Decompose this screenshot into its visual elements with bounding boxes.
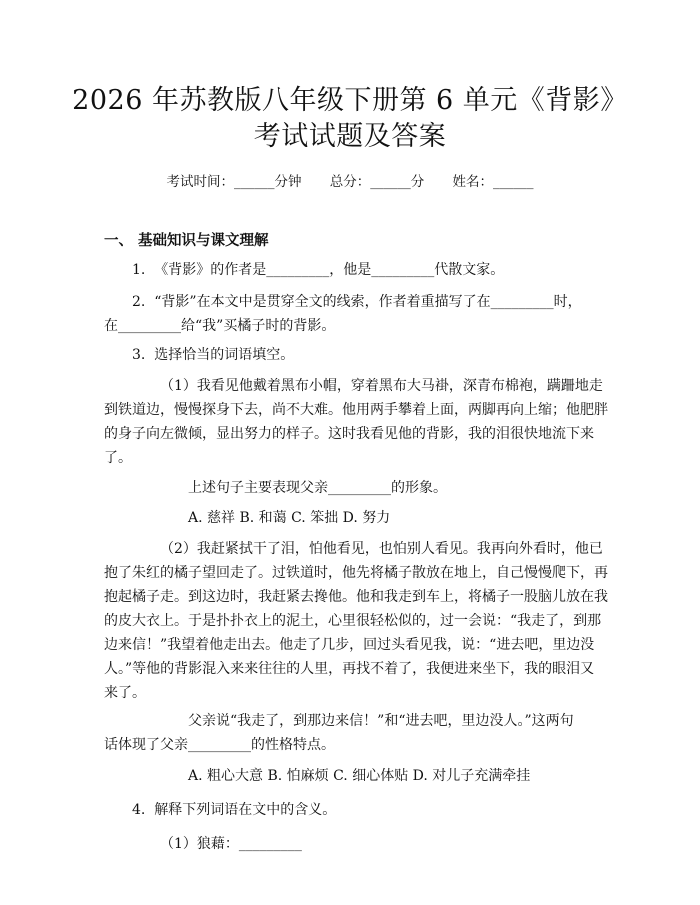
question-3b-options: A. 粗心大意 B. 怕麻烦 C. 细心体贴 D. 对儿子充满牵挂 <box>188 768 531 784</box>
passage-1-line-1: （1）我看见他戴着黑布小帽，穿着黑布大马褂，深青布棉袍，蹒跚地走 <box>160 378 603 394</box>
passage-1-line-2: 到铁道边，慢慢探身下去，尚不大难。他用两手攀着上面，两脚再向上缩；他肥胖 <box>104 402 608 418</box>
question-3a: 上述句子主要表现父亲_________的形象。 <box>188 480 447 496</box>
question-3b-line-2: 话体现了父亲_________的性格特点。 <box>104 737 335 753</box>
passage-2-line-5: 边来信！”我望着他走出去。他走了几步，回过头看见我，说：“进去吧，里边没 <box>104 637 595 653</box>
passage-1-line-4: 了。 <box>104 450 132 466</box>
student-name: 姓名：______ <box>452 174 534 190</box>
exam-info <box>0 170 700 190</box>
question-4-stem: 4. 解释下列词语在文中的含义。 <box>132 802 337 818</box>
title-line-1: 2026 年苏教版八年级下册第 6 单元《背影》 <box>72 85 628 116</box>
passage-2-line-2: 抱了朱红的橘子望回走了。过铁道时，他先将橘子散放在地上，自己慢慢爬下，再 <box>104 565 608 581</box>
question-2-line-1: 2. “背影”在本文中是贯穿全文的线索，作者着重描写了在_________时， <box>132 294 582 310</box>
exam-time: 考试时间：______分钟 <box>166 174 302 190</box>
title-line-2: 考试试题及答案 <box>253 121 447 152</box>
question-3-stem: 3. 选择恰当的词语填空。 <box>132 347 295 363</box>
question-3b-line-1: 父亲说“我走了，到那边来信！”和“进去吧，里边没人。”这两句 <box>188 713 574 729</box>
section-heading: 一、 基础知识与课文理解 <box>104 232 269 249</box>
total-score: 总分：______分 <box>329 174 425 190</box>
passage-2-line-1: （2）我赶紧拭干了泪，怕他看见，也怕别人看见。我再向外看时，他已 <box>160 541 603 557</box>
passage-2-line-6: 人。”等他的背影混入来来往往的人里，再找不着了，我便进来坐下，我的眼泪又 <box>104 661 595 677</box>
passage-2-line-3: 抱起橘子走。到这边时，我赶紧去搀他。他和我走到车上，将橘子一股脑儿放在我 <box>104 589 608 605</box>
question-3a-options: A. 慈祥 B. 和蔼 C. 笨拙 D. 努力 <box>188 510 391 526</box>
passage-1-line-3: 的身子向左微倾，显出努力的样子。这时我看见他的背影，我的泪很快地流下来 <box>104 426 594 442</box>
passage-2-line-4: 的皮大衣上。于是扑扑衣上的泥土，心里很轻松似的，过一会说：“我走了，到那 <box>104 613 602 629</box>
question-4-item-1: （1）狼藉：_________ <box>160 836 302 852</box>
question-1: 1. 《背影》的作者是_________，他是_________代散文家。 <box>132 262 505 278</box>
question-2-line-2: 在_________给“我”买橘子时的背影。 <box>104 318 336 334</box>
passage-2-line-7: 来了。 <box>104 685 146 701</box>
